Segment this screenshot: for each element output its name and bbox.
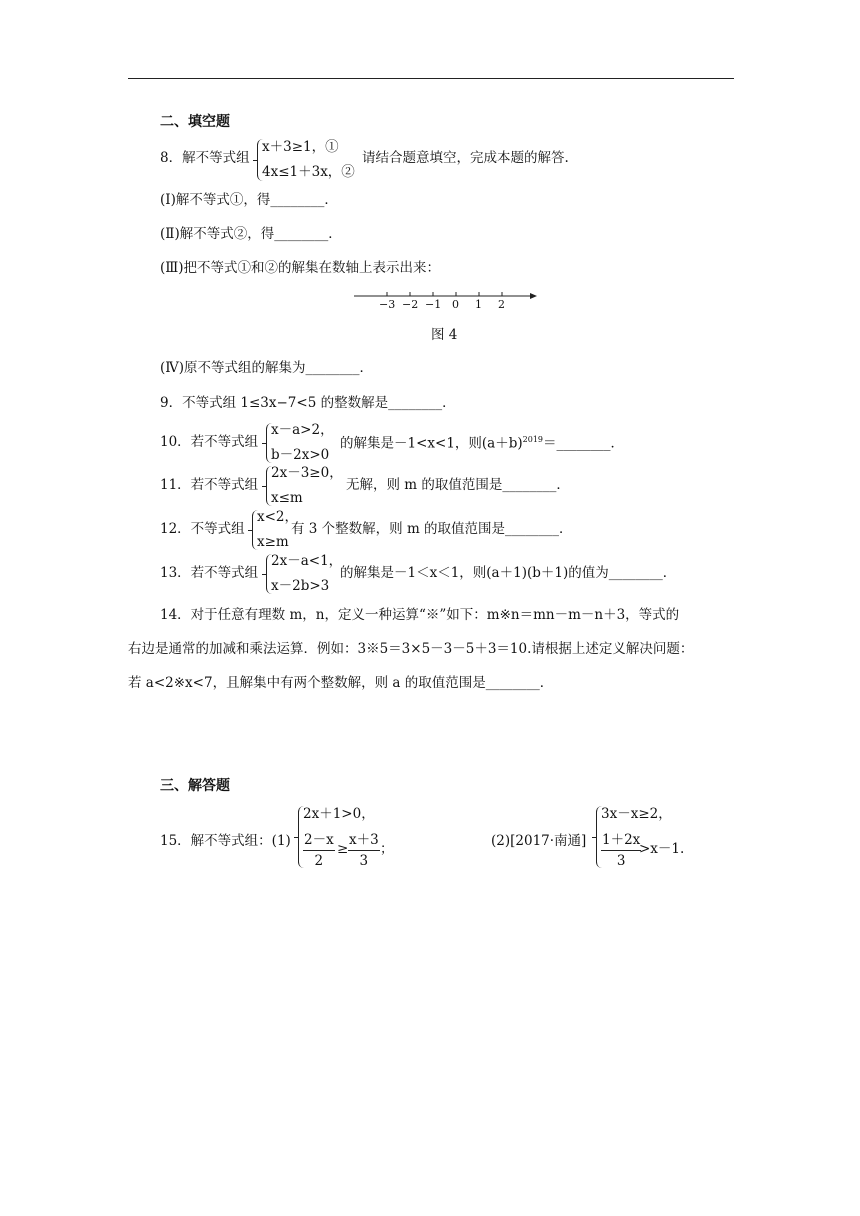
q13-lead: 13．若不等式组 (160, 565, 259, 581)
fraction-numerator: 1＋2x (601, 834, 641, 851)
q11-tail: 无解，则 m 的取值范围是________． (346, 477, 570, 493)
fraction-numerator: 2－x (303, 834, 335, 851)
q10-inequality-1: x－a>2， (271, 422, 334, 438)
q12-lead: 12．不等式组 (160, 521, 245, 537)
q14-line-1: 14．对于任意有理数 m，n，定义一种运算“※”如下：m※n＝mn－m－n＋3，等式的 (160, 607, 680, 623)
q11-inequality-1: 2x－3≥0， (271, 465, 343, 481)
q8-inequality-1: x＋3≥1，① (262, 139, 339, 155)
q15-s1-fraction-right (348, 834, 380, 868)
q15-system-2 (596, 806, 706, 868)
section-title-solve: 三、解答题 (160, 778, 230, 794)
q11-lead: 11．若不等式组 (160, 477, 259, 493)
header-rule (128, 78, 734, 79)
q14-line-3: 若 a<2※x<7，且解集中有两个整数解，则 a 的取值范围是________． (128, 675, 554, 691)
q15-s2-rest: >x－1. (639, 841, 685, 857)
q15-s1-fraction-left (303, 834, 335, 868)
q11-inequality-2: x≤m (271, 490, 303, 506)
q8-part-1: (Ⅰ)解不等式①，得________． (160, 192, 338, 208)
number-line-figure (354, 287, 540, 313)
axis-tick-label: −3 (379, 298, 396, 311)
axis-tick-label: −2 (402, 298, 419, 311)
q12-inequality-2: x≥m (257, 534, 289, 550)
q15-s2-inequality-1: 3x－x≥2， (601, 806, 672, 822)
axis-tick-label: 0 (452, 298, 459, 311)
fraction-denominator: 2 (314, 852, 324, 869)
q10-tail (340, 436, 624, 451)
q13-inequality-system (266, 554, 346, 594)
q8-lead: 8．解不等式组 (160, 150, 250, 166)
axis-tick-label: 1 (475, 298, 482, 311)
figure-caption: 图 4 (431, 327, 458, 343)
q10-inequality-2: b－2x>0 (271, 447, 330, 463)
q8-part-3: (Ⅲ)把不等式①和②的解集在数轴上表示出来： (160, 260, 441, 276)
q8-part-2: (Ⅱ)解不等式②，得________． (160, 226, 342, 242)
q15-lead: 15．解不等式组：(1) (160, 833, 291, 849)
fraction-denominator: 3 (359, 852, 369, 869)
q8-part-4: (Ⅳ)原不等式组的解集为________． (160, 360, 374, 376)
q15-system-1 (298, 806, 398, 868)
q15-s1-relation: ≥ (337, 841, 349, 857)
q15-s1-end: ； (380, 841, 394, 857)
axis-tick-label: −1 (425, 298, 442, 311)
q13-inequality-2: x－2b>3 (271, 578, 330, 594)
q8-instruction: 请结合题意填空，完成本题的解答. (362, 150, 569, 166)
q10-tail-text: 的解集是－1<x<1，则(a＋b) (340, 435, 523, 452)
q12-tail: 有 3 个整数解，则 m 的取值范围是________． (291, 521, 573, 537)
axis-tick-label: 2 (498, 298, 505, 311)
q10-exponent: 2019 (522, 435, 543, 444)
q15-s2-fraction (601, 834, 641, 868)
q8-inequality-system (257, 139, 367, 181)
q10-inequality-system (266, 423, 346, 463)
q15-part-2-label: (2)[2017·南通] (491, 833, 587, 849)
section-title-fill-blank: 二、填空题 (160, 114, 230, 130)
question-9: 9．不等式组 1≤3x−7<5 的整数解是________． (160, 395, 456, 411)
q11-inequality-system (266, 466, 346, 506)
q13-inequality-1: 2x－a<1， (271, 553, 343, 569)
q14-line-2: 右边是通常的加减和乘法运算．例如：3※5＝3×5－3－5＋3＝10.请根据上述定义解决问题： (128, 641, 694, 657)
q10-tail-blank: ＝________． (543, 435, 624, 452)
q15-s1-inequality-1: 2x＋1>0， (303, 806, 375, 822)
q8-inequality-2: 4x≤1＋3x，② (262, 164, 355, 180)
fraction-numerator: x＋3 (348, 834, 380, 851)
q13-tail: 的解集是－1＜x＜1，则(a＋1)(b＋1)的值为________． (340, 565, 677, 581)
q12-inequality-1: x<2， (257, 509, 299, 525)
fraction-denominator: 3 (616, 852, 626, 869)
q10-lead: 10．若不等式组 (160, 434, 259, 450)
